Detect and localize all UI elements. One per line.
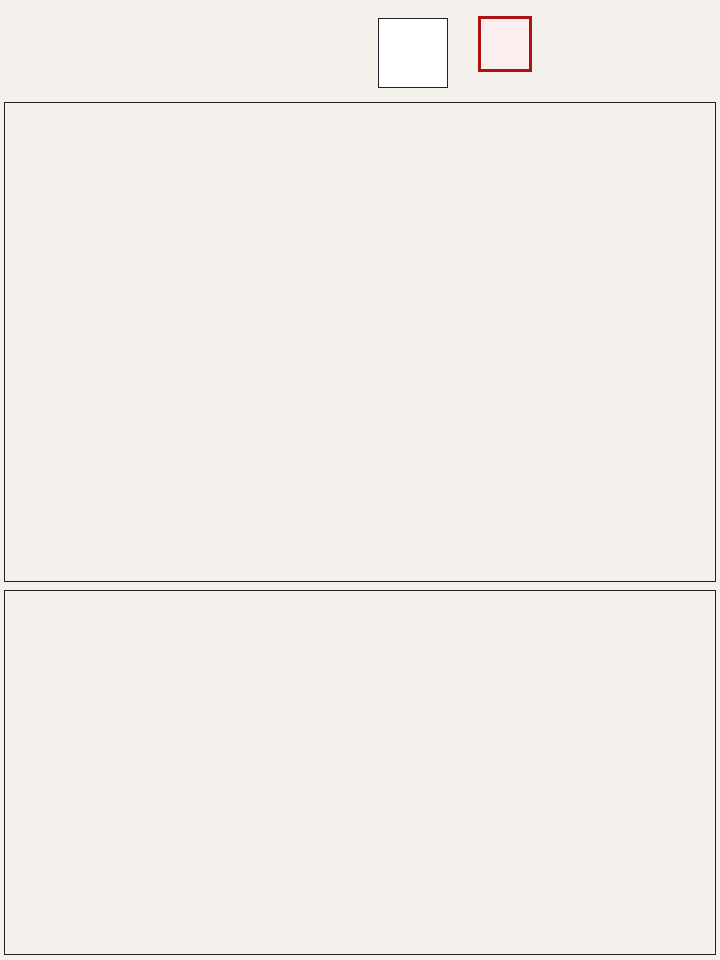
annual-years-table <box>4 590 716 955</box>
seal-stamp <box>478 16 532 72</box>
header <box>0 0 720 100</box>
gender-line <box>12 28 20 44</box>
qr-code-icon <box>378 18 448 88</box>
brand-logo <box>532 12 712 56</box>
chart-grid <box>4 102 716 582</box>
